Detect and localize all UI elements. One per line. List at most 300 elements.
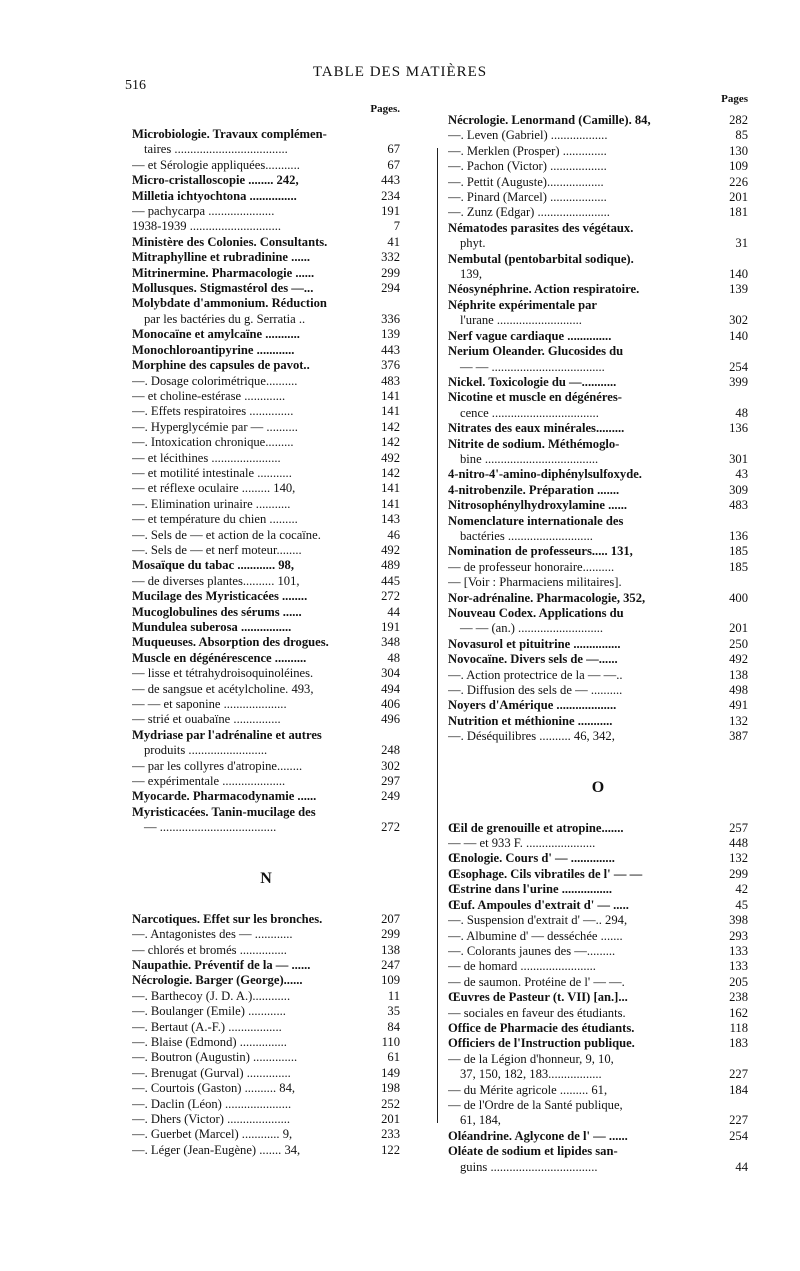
index-entry <box>132 712 400 727</box>
index-entry <box>448 913 748 928</box>
entry-text: —. Léger (Jean-Eugène) ....... 34, <box>132 1142 301 1157</box>
entry-pages: 67 <box>387 157 400 172</box>
pages-header-right: Pages <box>721 93 748 105</box>
entry-pages: 7 <box>393 219 400 234</box>
entry-text: Mitrinermine. Pharmacologie ...... <box>132 265 315 280</box>
entry-pages: 304 <box>381 666 400 681</box>
entry-text: Nitrates des eaux minérales......... <box>448 421 625 436</box>
entry-pages: 272 <box>381 820 400 835</box>
entry-text: Mollusques. Stigmastérol des —... <box>132 281 314 296</box>
entry-pages: 299 <box>729 866 748 881</box>
index-entry <box>132 1020 400 1035</box>
entry-pages: 46 <box>387 527 400 542</box>
entry-text: Molybdate d'ammonium. Réduction <box>132 296 327 311</box>
entry-text: — de saumon. Protéine de l' — —. <box>448 974 625 989</box>
entry-pages: 332 <box>381 250 400 265</box>
index-entry <box>448 698 748 713</box>
index-entry <box>448 144 748 159</box>
entry-pages <box>366 127 400 142</box>
entry-text: Mosaïque du tabac ............ 98, <box>132 558 294 573</box>
entry-pages: 387 <box>729 729 748 744</box>
entry-text: Micro-cristalloscopie ........ 242, <box>132 173 299 188</box>
entry-pages: 140 <box>729 267 748 282</box>
entry-pages: 44 <box>735 1159 748 1174</box>
entry-text: Milletia ichtyochtona ............... <box>132 188 297 203</box>
entry-pages <box>366 296 400 311</box>
page-title: TABLE DES MATIÈRES <box>312 64 488 80</box>
entry-pages: 48 <box>387 650 400 665</box>
entry-pages: 309 <box>729 482 748 497</box>
left-entries <box>132 127 400 836</box>
index-entry <box>132 497 400 512</box>
index-entry <box>132 420 400 435</box>
entry-pages <box>714 575 748 590</box>
entry-text: Nerf vague cardiaque .............. <box>448 328 612 343</box>
index-entry <box>448 959 748 974</box>
entry-pages: 294 <box>381 281 400 296</box>
entry-text: —. Boulanger (Emile) ............ <box>132 1004 286 1019</box>
entry-pages <box>714 1144 748 1159</box>
entry-pages <box>714 298 748 313</box>
entry-text: —. Courtois (Gaston) .......... 84, <box>132 1081 296 1096</box>
entry-text: Microbiologie. Travaux complémen- <box>132 127 327 141</box>
entry-pages: 45 <box>735 897 748 912</box>
entry-pages: 400 <box>729 590 748 605</box>
entry-pages: 254 <box>729 359 748 374</box>
entry-text: Novocaïne. Divers sels de —...... <box>448 652 618 667</box>
entry-pages: 141 <box>381 404 400 419</box>
index-entry <box>132 820 400 835</box>
index-entry <box>448 851 748 866</box>
entry-pages: 183 <box>729 1036 748 1051</box>
entry-pages: 142 <box>381 435 400 450</box>
index-entry <box>448 1067 748 1082</box>
index-entry <box>132 250 400 265</box>
entry-text: Nomination de professeurs..... 131, <box>448 544 633 559</box>
entry-text: — de homard ........................ <box>448 959 596 974</box>
index-entry <box>448 1052 748 1067</box>
entry-text: —. Blaise (Edmond) ............... <box>132 1034 287 1049</box>
index-entry <box>448 1036 748 1051</box>
index-entry <box>448 683 748 698</box>
index-entry <box>132 973 400 988</box>
index-entry <box>132 697 400 712</box>
entry-pages <box>714 344 748 359</box>
entry-text: — et lécithines ...................... <box>132 450 281 465</box>
entry-pages: 41 <box>387 234 400 249</box>
entry-pages: 140 <box>729 328 748 343</box>
index-entry <box>448 544 748 559</box>
index-entry <box>132 958 400 973</box>
index-entry <box>448 344 748 359</box>
entry-pages: 445 <box>381 573 400 588</box>
entry-text: — de professeur honoraire.......... <box>448 559 615 574</box>
entry-text: —. Colorants jaunes des —......... <box>448 943 616 958</box>
entry-text: —. Effets respiratoires .............. <box>132 404 294 419</box>
index-entry <box>448 390 748 405</box>
entry-pages: 233 <box>381 1127 400 1142</box>
entry-pages: 492 <box>729 652 748 667</box>
entry-pages: 139 <box>729 282 748 297</box>
entry-pages <box>714 221 748 236</box>
index-entry <box>132 158 400 173</box>
index-entry <box>448 514 748 529</box>
entry-text: guins .................................. <box>460 1159 598 1174</box>
index-entry <box>448 1083 748 1098</box>
index-entry <box>448 236 748 251</box>
page-number: 516 <box>125 78 146 93</box>
index-entry <box>448 652 748 667</box>
entry-pages: 185 <box>729 544 748 559</box>
index-entry <box>132 189 400 204</box>
section-letter-o: O <box>591 778 605 796</box>
entry-text: —. Pinard (Marcel) .................. <box>448 190 607 205</box>
entry-pages: 109 <box>729 159 748 174</box>
entry-text: Noyers d'Amérique ................... <box>448 698 617 713</box>
entry-text: Nécrologie. Lenormand (Camille). 84, <box>448 113 651 127</box>
entry-text: — et motilité intestinale ........... <box>132 465 292 480</box>
entry-pages: 248 <box>381 743 400 758</box>
index-entry <box>448 729 748 744</box>
entry-pages: 252 <box>381 1096 400 1111</box>
entry-text: — — et 933 F. ...................... <box>448 836 596 851</box>
entry-text: Morphine des capsules de pavot.. <box>132 358 310 373</box>
index-entry <box>132 528 400 543</box>
entry-text: —. Boutron (Augustin) .............. <box>132 1050 298 1065</box>
entry-text: —. Intoxication chronique......... <box>132 435 294 450</box>
entry-text: Œil de grenouille et atropine....... <box>448 820 624 835</box>
entry-pages: 184 <box>729 1082 748 1097</box>
index-entry <box>132 789 400 804</box>
index-entry <box>448 1129 748 1144</box>
index-entry <box>132 281 400 296</box>
entry-pages: 483 <box>729 498 748 513</box>
index-entry <box>448 621 748 636</box>
entry-text: —. Suspension d'extrait d' —.. 294, <box>448 913 628 928</box>
entry-text: —. Dosage colorimétrique.......... <box>132 373 298 388</box>
entry-pages: 109 <box>381 973 400 988</box>
entry-text: Narcotiques. Effet sur les bronches. <box>132 911 323 926</box>
index-entry <box>448 529 748 544</box>
index-entry <box>448 175 748 190</box>
index-entry <box>448 898 748 913</box>
index-entry <box>448 498 748 513</box>
entry-pages: 299 <box>381 927 400 942</box>
entry-text: Mundulea suberosa ................ <box>132 620 292 634</box>
entry-text: produits ......................... <box>144 743 268 758</box>
entry-pages: 44 <box>387 604 400 619</box>
entry-pages: 293 <box>729 928 748 943</box>
entry-text: —. Merklen (Prosper) .............. <box>448 143 607 158</box>
index-entry <box>132 127 400 142</box>
index-entry <box>448 375 748 390</box>
entry-text: Muscle en dégénérescence .......... <box>132 650 307 665</box>
entry-pages: 191 <box>381 204 400 219</box>
entry-pages: 118 <box>729 1020 748 1035</box>
entry-text: Nerium Oleander. Glucosides du <box>448 344 624 359</box>
index-entry <box>448 252 748 267</box>
index-entry <box>132 589 400 604</box>
entry-pages: 141 <box>381 496 400 511</box>
entry-pages: 138 <box>381 942 400 957</box>
entry-pages: 133 <box>729 943 748 958</box>
index-entry <box>132 404 400 419</box>
entry-text: —. Brenugat (Gurval) .............. <box>132 1065 291 1080</box>
index-entry <box>448 714 748 729</box>
entry-pages: 406 <box>381 697 400 712</box>
entry-text: l'urane ........................... <box>460 313 582 328</box>
entry-text: Nomenclature internationale des <box>448 513 624 528</box>
entry-pages: 491 <box>729 698 748 713</box>
entry-text: Myristicacées. Tanin-mucilage des <box>132 804 316 819</box>
entry-text: —. Sels de — et action de la cocaïne. <box>132 527 321 542</box>
index-entry <box>132 374 400 389</box>
entry-text: 61, 184, <box>460 1113 501 1128</box>
entry-text: Naupathie. Préventif de la — ...... <box>132 957 311 972</box>
entry-pages: 136 <box>729 421 748 436</box>
entry-pages: 31 <box>735 236 748 251</box>
index-entry <box>132 389 400 404</box>
entry-text: cence .................................. <box>460 405 599 420</box>
index-entry <box>132 728 400 743</box>
index-entry <box>448 637 748 652</box>
entry-pages: 227 <box>729 1067 748 1082</box>
entry-text: — expérimentale .................... <box>132 774 286 789</box>
entry-pages: 496 <box>381 712 400 727</box>
index-entry <box>132 1050 400 1065</box>
entry-text: —. Sels de — et nerf moteur........ <box>132 542 302 557</box>
index-entry <box>132 759 400 774</box>
entry-pages: 139 <box>381 327 400 342</box>
index-entry <box>132 543 400 558</box>
entry-text: — de la Légion d'honneur, 9, 10, <box>448 1051 614 1066</box>
index-entry <box>448 128 748 143</box>
index-entry <box>448 421 748 436</box>
entry-text: Officiers de l'Instruction publique. <box>448 1036 635 1051</box>
index-entry <box>132 1143 400 1158</box>
entry-text: — et température du chien ......... <box>132 512 298 527</box>
entry-pages <box>714 1052 748 1067</box>
entry-text: —. Daclin (Léon) ..................... <box>132 1096 292 1111</box>
index-entry <box>132 296 400 311</box>
entry-pages: 122 <box>381 1142 400 1157</box>
entry-text: Oléate de sodium et lipides san- <box>448 1144 618 1159</box>
entry-pages: 191 <box>381 620 400 634</box>
entry-text: —. Barthecoy (J. D. A.)............ <box>132 988 291 1003</box>
index-entry <box>448 975 748 990</box>
entry-pages <box>714 437 748 452</box>
entry-pages: 282 <box>729 113 748 127</box>
entry-pages: 483 <box>381 373 400 388</box>
entry-pages: 84 <box>387 1019 400 1034</box>
index-entry <box>448 867 748 882</box>
entry-pages: 254 <box>729 1128 748 1143</box>
entry-pages: 250 <box>729 636 748 651</box>
entry-text: — [Voir : Pharmaciens militaires]. <box>448 575 622 590</box>
entry-text: —. Bertaut (A.-F.) ................. <box>132 1019 282 1034</box>
pages-header-left: Pages. <box>370 103 400 115</box>
entry-pages: 143 <box>381 512 400 527</box>
entry-text: Nor-adrénaline. Pharmacologie, 352, <box>448 590 646 605</box>
right-entries <box>448 113 748 745</box>
entry-pages: 132 <box>729 713 748 728</box>
entry-pages: 185 <box>729 559 748 574</box>
entry-pages: 376 <box>381 358 400 373</box>
entry-pages: 130 <box>729 143 748 158</box>
entry-pages: 136 <box>729 528 748 543</box>
index-entry <box>132 635 400 650</box>
entry-text: 4-nitrobenzile. Préparation ....... <box>448 482 620 497</box>
index-entry <box>132 912 400 927</box>
entry-pages: 238 <box>729 990 748 1005</box>
index-entry <box>132 358 400 373</box>
index-entry <box>448 437 748 452</box>
index-entry <box>448 267 748 282</box>
entry-pages: 138 <box>729 667 748 682</box>
index-entry <box>448 1006 748 1021</box>
index-entry <box>448 990 748 1005</box>
entry-pages: 302 <box>729 313 748 328</box>
index-entry <box>132 805 400 820</box>
index-entry <box>132 235 400 250</box>
entry-text: — pachycarpa ..................... <box>132 204 275 219</box>
right-column <box>448 93 748 1175</box>
index-entry <box>448 360 748 375</box>
index-entry <box>132 943 400 958</box>
entry-pages: 42 <box>735 882 748 897</box>
entry-pages: 43 <box>735 467 748 482</box>
entry-pages <box>366 728 400 743</box>
entry-pages: 142 <box>381 419 400 434</box>
entry-text: Œsophage. Cils vibratiles de l' — — <box>448 866 643 881</box>
entry-text: Nembutal (pentobarbital sodique). <box>448 251 634 266</box>
index-entry <box>448 1160 748 1175</box>
entry-text: bactéries ........................... <box>460 528 593 543</box>
entry-text: Néphrite expérimentale par <box>448 297 597 312</box>
entry-pages <box>714 252 748 267</box>
entry-text: — sociales en faveur des étudiants. <box>448 1005 626 1020</box>
entry-text: — de diverses plantes.......... 101, <box>132 573 300 588</box>
entry-text: par les bactéries du g. Serratia .. <box>144 311 306 326</box>
entry-pages: 301 <box>729 451 748 466</box>
entry-text: Nécrologie. Barger (George)...... <box>132 973 303 988</box>
entry-pages <box>366 805 400 820</box>
entry-text: Nouveau Codex. Applications du <box>448 606 624 620</box>
index-entry <box>448 1098 748 1113</box>
entry-pages <box>714 514 748 529</box>
entry-text: —. Action protectrice de la — —.. <box>448 667 623 682</box>
entry-text: — — (an.) ........................... <box>460 621 604 636</box>
entry-text: Mydriase par l'adrénaline et autres <box>132 727 322 742</box>
entry-text: — — et saponine .................... <box>132 697 287 712</box>
index-entry <box>132 989 400 1004</box>
index-entry <box>448 944 748 959</box>
entry-text: Nitrosophénylhydroxylamine ...... <box>448 498 628 513</box>
index-entry <box>132 1081 400 1096</box>
entry-pages: 162 <box>729 1005 748 1020</box>
entry-pages: 297 <box>381 774 400 789</box>
entry-pages: 85 <box>735 128 748 143</box>
entry-text: Œnologie. Cours d' — .............. <box>448 851 615 866</box>
n-entries <box>132 912 400 1159</box>
entry-text: Néosynéphrine. Action respiratoire. <box>448 282 640 297</box>
entry-pages: 227 <box>729 1113 748 1128</box>
index-entry <box>132 558 400 573</box>
index-entry <box>132 266 400 281</box>
index-entry <box>132 1127 400 1142</box>
entry-pages: 336 <box>381 311 400 326</box>
index-entry <box>132 512 400 527</box>
entry-text: — et choline-estérase ............. <box>132 388 286 403</box>
index-entry <box>132 142 400 157</box>
entry-pages: 443 <box>381 173 400 188</box>
index-entry <box>132 312 400 327</box>
entry-text: taires .................................... <box>144 142 288 157</box>
index-entry <box>448 821 748 836</box>
entry-pages: 249 <box>381 789 400 804</box>
entry-text: Ministère des Colonies. Consultants. <box>132 234 328 249</box>
entry-text: —. Pettit (Auguste).................. <box>448 174 604 189</box>
index-entry <box>448 606 748 621</box>
index-entry <box>448 483 748 498</box>
index-entry <box>132 435 400 450</box>
entry-text: Monochloroantipyrine ............ <box>132 342 295 357</box>
entry-text: —. Leven (Gabriel) .................. <box>448 128 608 143</box>
entry-pages: 201 <box>381 1111 400 1126</box>
entry-text: Nickel. Toxicologie du —........... <box>448 374 617 389</box>
index-entry <box>132 1004 400 1019</box>
index-entry <box>448 221 748 236</box>
entry-text: Nitrite de sodium. Méthémoglo- <box>448 436 620 451</box>
entry-pages: 110 <box>381 1034 400 1049</box>
o-entries <box>448 821 748 1175</box>
index-entry <box>448 159 748 174</box>
index-entry <box>132 774 400 789</box>
index-entry <box>448 329 748 344</box>
entry-text: 37, 150, 182, 183................. <box>460 1067 602 1082</box>
index-entry <box>132 204 400 219</box>
entry-text: — lisse et tétrahydroisoquinoléines. <box>132 666 314 681</box>
index-entry <box>132 666 400 681</box>
entry-text: Office de Pharmacie des étudiants. <box>448 1020 635 1035</box>
entry-text: Nutrition et méthionine ........... <box>448 713 613 728</box>
entry-pages: 226 <box>729 174 748 189</box>
entry-pages <box>714 390 748 405</box>
entry-text: Nicotine et muscle en dégénéres- <box>448 390 622 405</box>
entry-text: Mitraphylline et rubradinine ...... <box>132 250 311 265</box>
column-divider <box>437 148 438 1123</box>
index-entry <box>132 1097 400 1112</box>
index-entry <box>132 343 400 358</box>
entry-text: Monocaïne et amylcaïne ........... <box>132 327 300 342</box>
entry-pages: 348 <box>381 635 400 650</box>
entry-pages: 35 <box>387 1004 400 1019</box>
entry-pages: 141 <box>381 388 400 403</box>
index-entry <box>448 882 748 897</box>
index-entry <box>448 406 748 421</box>
entry-text: Nématodes parasites des végétaux. <box>448 220 634 235</box>
entry-pages: 299 <box>381 265 400 280</box>
entry-pages: 11 <box>387 988 400 1003</box>
entry-text: — de l'Ordre de la Santé publique, <box>448 1097 623 1112</box>
index-entry <box>132 1112 400 1127</box>
entry-pages: 141 <box>381 481 400 496</box>
index-entry <box>132 466 400 481</box>
entry-text: Novasurol et pituitrine ............... <box>448 636 621 651</box>
entry-text: — ..................................... <box>144 820 277 835</box>
entry-pages: 181 <box>729 205 748 220</box>
entry-text: Oléandrine. Aglycone de l' — ...... <box>448 1128 628 1143</box>
